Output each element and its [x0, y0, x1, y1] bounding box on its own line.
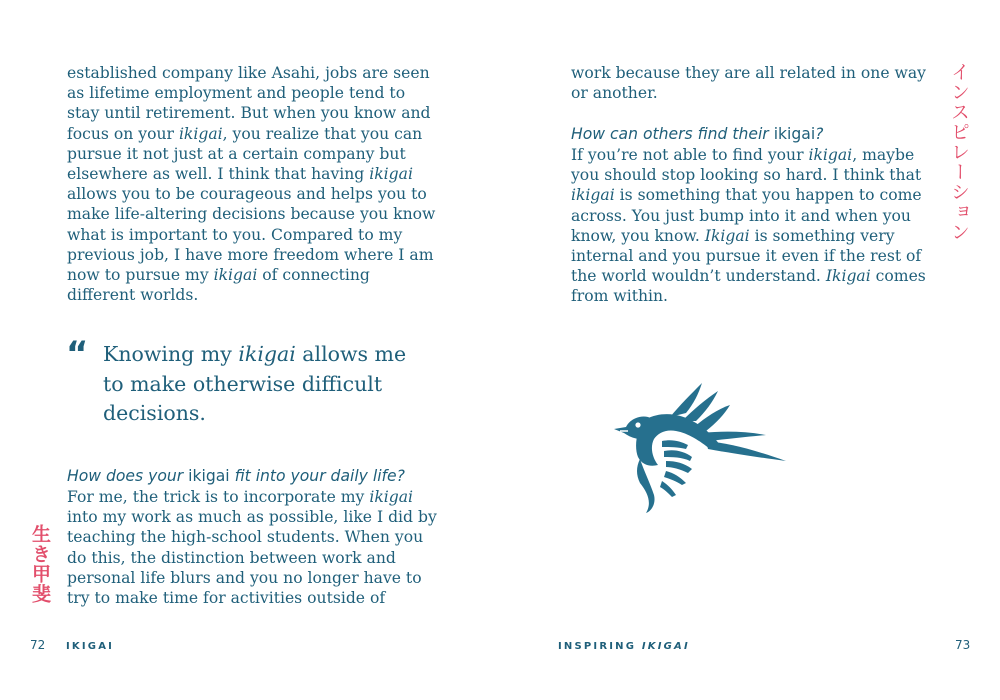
left-question-heading: How does your ikigai fit into your daily life?	[67, 467, 405, 485]
text-run: is something that you happen to come across. You just bump into it and when you know, you know.	[571, 186, 922, 245]
text-run: , you realize that you can pursue it not just at a certain company but elsewhere as well. I think that having	[67, 124, 423, 184]
italic-term: ikigai	[369, 165, 413, 184]
text-run: into my work as much as possible, like I did by teaching the high-school students. When you do this, the distinction between work and personal life blurs and you no longer have to try to make time for activities outside of	[67, 508, 437, 608]
right-question-heading: How can others find their ikigai?	[571, 125, 824, 143]
quote-mark-icon: “	[66, 334, 89, 374]
right-paragraph-2	[571, 145, 941, 307]
italic-term: ikigai	[808, 146, 853, 164]
text-run: allows you to be courageous and helps you to make life-altering decisions because you know what is important to you. Compared to my previous job, I have more freedom where I am now to pursue my	[67, 185, 436, 285]
text-run: If you’re not able to find your	[571, 146, 809, 164]
left-paragraph-2	[67, 487, 439, 608]
vertical-japanese-inspiration: インスピレーション	[948, 62, 970, 242]
italic-term: Ikigai	[704, 226, 750, 245]
left-paragraph-1	[67, 63, 439, 305]
page-number-left: 72	[30, 638, 46, 652]
right-page	[500, 0, 1000, 700]
italic-term: ikigai	[178, 124, 223, 143]
italic-term: ikigai	[213, 266, 258, 285]
italic-term: ikigai	[571, 186, 615, 205]
pull-quote-text: Knowing my ikigai allows me to make otherwise difficult decisions.	[103, 342, 407, 425]
italic-term: Ikigai	[825, 267, 871, 286]
italic-term: ikigai	[369, 488, 414, 506]
swallow-bird-icon	[610, 375, 790, 515]
text-run: work because they are all related in one way or another.	[571, 64, 926, 103]
text-run: , maybe you should stop looking so hard. I think that	[571, 146, 922, 185]
text-run: comes from within.	[571, 267, 926, 306]
text-run: established company like Asahi, jobs are seen as lifetime employment and people tend to stay until retirement. But when you know and focus on your	[67, 64, 431, 143]
text-run: For me, the trick is to incorporate my	[67, 488, 370, 506]
vertical-japanese-ikigai: 生き甲斐	[29, 524, 51, 604]
page-number-right: 73	[955, 638, 971, 652]
text-run: is something very internal and you pursue it even if the rest of the world wouldn’t understand.	[571, 226, 922, 286]
pull-quote	[66, 334, 427, 429]
running-footer-left: IKIGAI	[66, 641, 115, 652]
right-paragraph-1	[571, 63, 941, 103]
running-footer-right: INSPIRING IKIGAI	[558, 641, 690, 652]
text-run: of connecting different worlds.	[67, 266, 370, 305]
